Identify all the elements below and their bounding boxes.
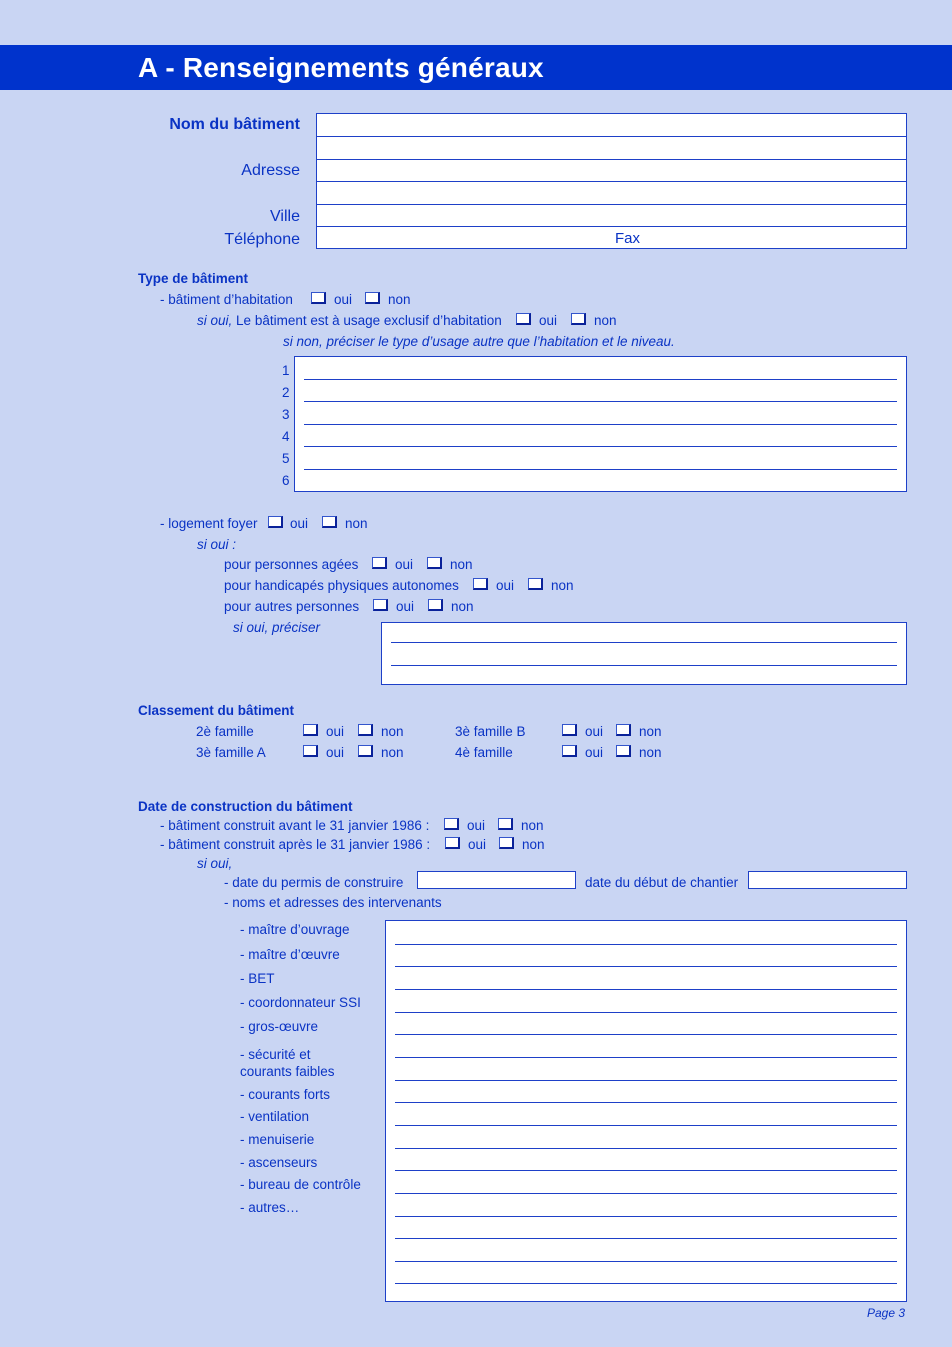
telephone-label: Téléphone bbox=[224, 231, 300, 248]
famille-4-oui-label: oui bbox=[585, 745, 604, 760]
intervenant-label: - maître d’ouvrage bbox=[240, 922, 350, 937]
intervenant-label: - gros-œuvre bbox=[240, 1019, 319, 1034]
intervenant-label: - ascenseurs bbox=[240, 1155, 318, 1170]
famille-3b-non-checkbox[interactable] bbox=[616, 724, 631, 736]
adresse-field-2[interactable] bbox=[317, 160, 906, 181]
intervenant-label: courants faibles bbox=[240, 1064, 335, 1079]
exclusif-oui-label: oui bbox=[539, 313, 558, 328]
habitation-label: - bâtiment d’habitation bbox=[160, 292, 293, 307]
famille-3a-oui-label: oui bbox=[326, 745, 345, 760]
famille-3a-label: 3è famille A bbox=[196, 745, 266, 760]
foyer-oui-label: oui bbox=[290, 516, 309, 531]
usage-number: 1 bbox=[282, 363, 290, 378]
page-title: A - Renseignements généraux bbox=[138, 52, 544, 83]
autres-non-label: non bbox=[451, 599, 474, 614]
habitation-non-checkbox[interactable] bbox=[365, 292, 380, 304]
usage-number: 4 bbox=[282, 429, 290, 444]
construction-title: Date de construction du bâtiment bbox=[138, 799, 353, 814]
famille-3b-oui-label: oui bbox=[585, 724, 604, 739]
fax-field[interactable] bbox=[617, 227, 906, 248]
exclusif-non-checkbox[interactable] bbox=[571, 313, 586, 325]
famille-3b-label: 3è famille B bbox=[455, 724, 526, 739]
agees-oui-label: oui bbox=[395, 557, 414, 572]
foyer-label: - logement foyer bbox=[160, 516, 258, 531]
handicapes-non-label: non bbox=[551, 578, 574, 593]
handicapes-label: pour handicapés physiques autonomes bbox=[224, 578, 459, 593]
intervenant-label: - coordonnateur SSI bbox=[240, 995, 361, 1010]
ville-field[interactable] bbox=[317, 205, 906, 226]
habitation-oui-label: oui bbox=[334, 292, 353, 307]
autres-non-checkbox[interactable] bbox=[428, 599, 443, 611]
foyer-non-checkbox[interactable] bbox=[322, 516, 337, 528]
autres-oui-label: oui bbox=[396, 599, 415, 614]
habitation-oui-checkbox[interactable] bbox=[311, 292, 326, 304]
intervenant-label: - bureau de contrôle bbox=[240, 1177, 361, 1192]
foyer-non-label: non bbox=[345, 516, 368, 531]
exclusif-oui-checkbox[interactable] bbox=[516, 313, 531, 325]
avant-1986-label: - bâtiment construit avant le 31 janvier 1986 : bbox=[160, 818, 430, 833]
usage-number: 6 bbox=[282, 473, 290, 488]
famille-4-oui-checkbox[interactable] bbox=[562, 745, 577, 757]
apres-non-label: non bbox=[522, 837, 545, 852]
famille-4-non-label: non bbox=[639, 745, 662, 760]
intervenant-label: - menuiserie bbox=[240, 1132, 315, 1147]
classement-title: Classement du bâtiment bbox=[138, 703, 295, 718]
avant-oui-checkbox[interactable] bbox=[444, 818, 459, 830]
debut-chantier-field[interactable] bbox=[748, 871, 907, 889]
avant-non-checkbox[interactable] bbox=[498, 818, 513, 830]
agees-oui-checkbox[interactable] bbox=[372, 557, 387, 569]
famille-2-oui-label: oui bbox=[326, 724, 345, 739]
famille-2-label: 2è famille bbox=[196, 724, 254, 739]
handicapes-oui-checkbox[interactable] bbox=[473, 578, 488, 590]
famille-2-non-label: non bbox=[381, 724, 404, 739]
famille-4-non-checkbox[interactable] bbox=[616, 745, 631, 757]
intervenant-label: - sécurité et bbox=[240, 1047, 311, 1062]
construction-si-oui: si oui, bbox=[197, 856, 233, 871]
foyer-oui-checkbox[interactable] bbox=[268, 516, 283, 528]
agees-non-checkbox[interactable] bbox=[427, 557, 442, 569]
intervenant-label: - courants forts bbox=[240, 1087, 331, 1102]
handicapes-oui-label: oui bbox=[496, 578, 515, 593]
intervenant-label: - autres… bbox=[240, 1200, 300, 1215]
header-banner bbox=[0, 45, 952, 90]
avant-non-label: non bbox=[521, 818, 544, 833]
agees-label: pour personnes agées bbox=[224, 557, 359, 572]
permis-label: - date du permis de construire bbox=[224, 875, 404, 890]
nom-batiment-field[interactable] bbox=[317, 114, 906, 135]
si-non-instruction: si non, préciser le type d’usage autre que l’habitation et le niveau. bbox=[283, 334, 675, 349]
exclusif-non-label: non bbox=[594, 313, 617, 328]
apres-non-checkbox[interactable] bbox=[499, 837, 514, 849]
famille-3b-oui-checkbox[interactable] bbox=[562, 724, 577, 736]
preciser-field[interactable] bbox=[381, 622, 907, 685]
famille-4-label: 4è famille bbox=[455, 745, 513, 760]
habitation-non-label: non bbox=[388, 292, 411, 307]
intervenant-label: - BET bbox=[240, 971, 275, 986]
apres-oui-checkbox[interactable] bbox=[445, 837, 460, 849]
famille-2-oui-checkbox[interactable] bbox=[303, 724, 318, 736]
usage-number: 2 bbox=[282, 385, 290, 400]
debut-chantier-label: date du début de chantier bbox=[585, 875, 739, 890]
telephone-field[interactable] bbox=[317, 227, 617, 248]
adresse-label: Adresse bbox=[241, 162, 300, 179]
autres-personnes-label: pour autres personnes bbox=[224, 599, 360, 614]
page-number: Page 3 bbox=[867, 1306, 906, 1320]
usage-number: 5 bbox=[282, 451, 290, 466]
famille-2-non-checkbox[interactable] bbox=[358, 724, 373, 736]
intervenant-label: - maître d’œuvre bbox=[240, 947, 340, 962]
famille-3a-oui-checkbox[interactable] bbox=[303, 745, 318, 757]
permis-date-field[interactable] bbox=[417, 871, 576, 889]
usage-table[interactable] bbox=[294, 356, 907, 492]
fax-label: Fax bbox=[615, 230, 641, 247]
avant-oui-label: oui bbox=[467, 818, 486, 833]
handicapes-non-checkbox[interactable] bbox=[528, 578, 543, 590]
preciser-label: si oui, préciser bbox=[233, 620, 321, 635]
autres-oui-checkbox[interactable] bbox=[373, 599, 388, 611]
foyer-si-oui: si oui : bbox=[197, 537, 237, 552]
adresse-field-1[interactable] bbox=[317, 137, 906, 158]
ville-label: Ville bbox=[270, 208, 300, 225]
famille-3b-non-label: non bbox=[639, 724, 662, 739]
adresse-field-3[interactable] bbox=[317, 182, 906, 203]
famille-3a-non-checkbox[interactable] bbox=[358, 745, 373, 757]
intervenant-label: - ventilation bbox=[240, 1109, 310, 1124]
famille-3a-non-label: non bbox=[381, 745, 404, 760]
usage-number: 3 bbox=[282, 407, 290, 422]
exclusif-row bbox=[197, 313, 502, 328]
exclusif-label: Le bâtiment est à usage exclusif d’habitation bbox=[236, 313, 502, 328]
si-oui-prefix: si oui, bbox=[197, 313, 233, 328]
agees-non-label: non bbox=[450, 557, 473, 572]
apres-oui-label: oui bbox=[468, 837, 487, 852]
nom-batiment-label: Nom du bâtiment bbox=[169, 116, 300, 133]
intervenants-heading: - noms et adresses des intervenants bbox=[224, 895, 442, 910]
apres-1986-label: - bâtiment construit après le 31 janvier 1986 : bbox=[160, 837, 431, 852]
type-batiment-title: Type de bâtiment bbox=[138, 271, 249, 286]
intervenants-table[interactable] bbox=[385, 920, 907, 1302]
